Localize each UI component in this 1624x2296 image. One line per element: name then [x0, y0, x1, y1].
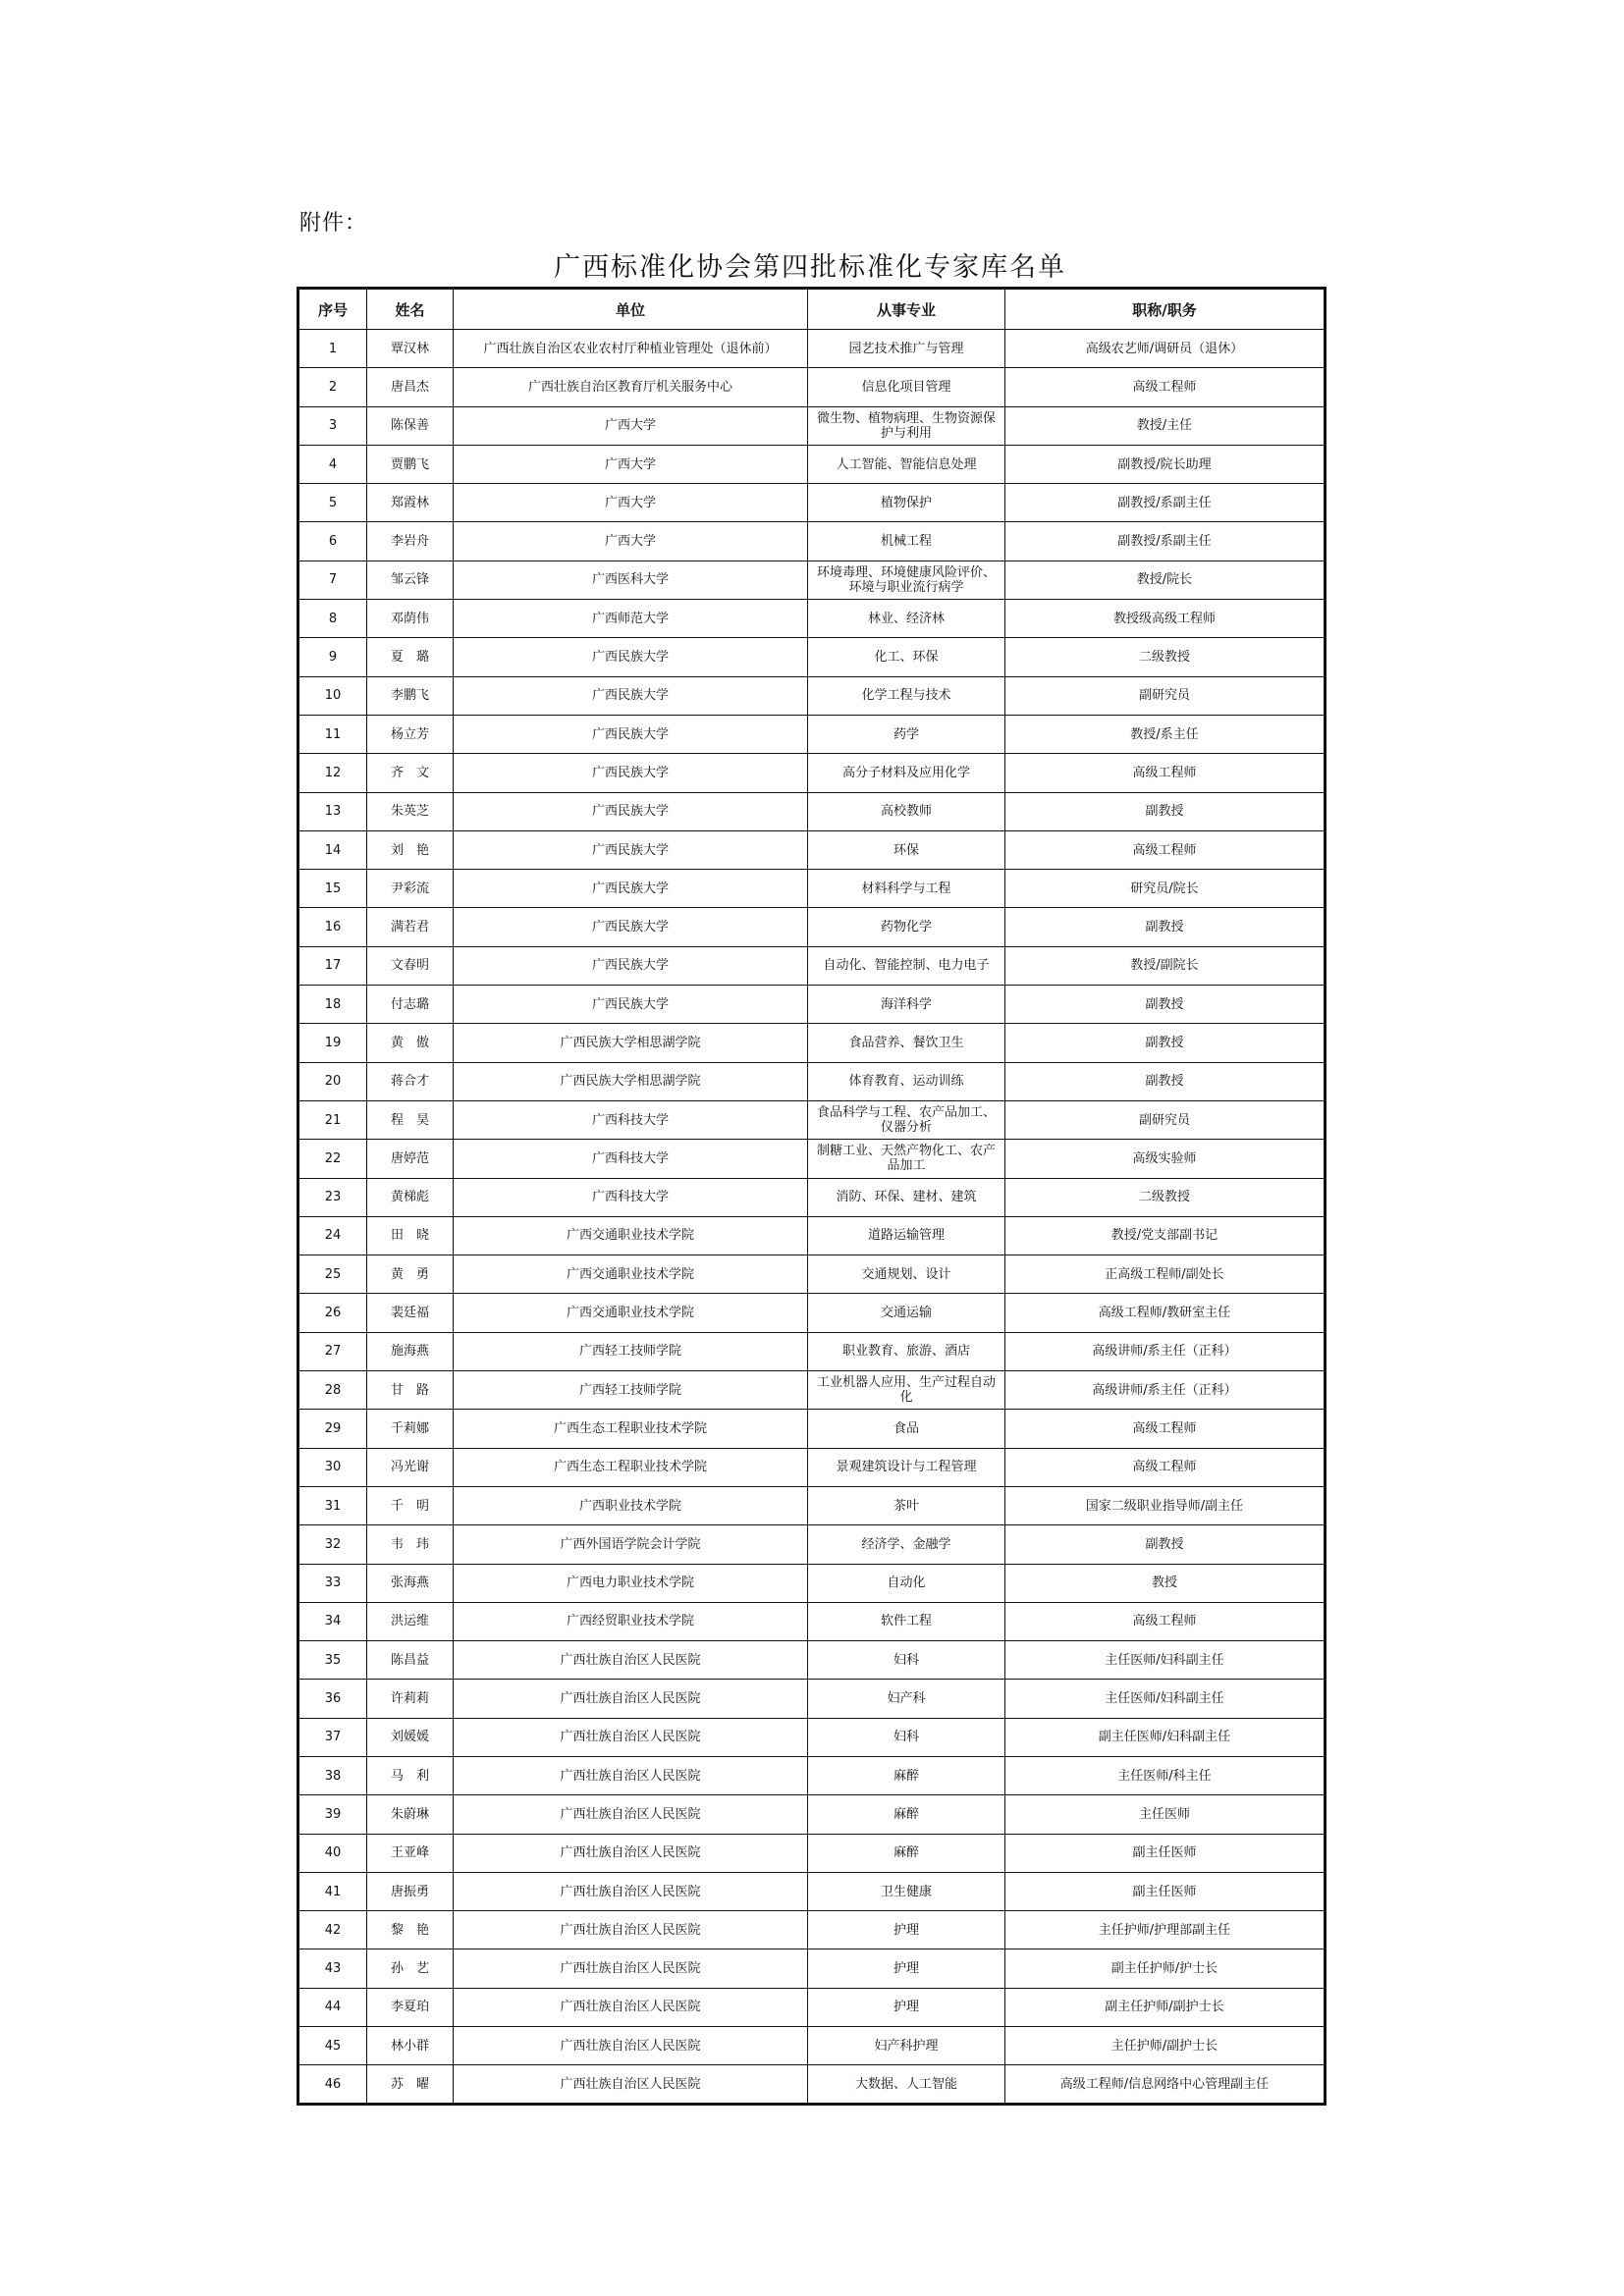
cell-index: 31 — [298, 1486, 367, 1524]
header-name: 姓名 — [367, 289, 454, 330]
document-title: 广西标准化协会第四批标准化专家库名单 — [554, 252, 1066, 283]
cell-index: 30 — [298, 1448, 367, 1486]
cell-specialty: 制糖工业、天然产物化工、农产品加工 — [808, 1140, 1005, 1178]
cell-index: 35 — [298, 1641, 367, 1680]
table-row — [298, 2065, 1326, 2105]
cell-specialty: 食品 — [808, 1410, 1005, 1448]
cell-index: 16 — [298, 908, 367, 946]
cell-organization: 广西科技大学 — [454, 1140, 808, 1178]
table-row — [298, 1371, 1326, 1410]
table-row — [298, 1100, 1326, 1139]
cell-title-position: 副教授 — [1005, 1525, 1326, 1564]
cell-title-position: 副教授 — [1005, 792, 1326, 830]
table-header-row — [298, 289, 1326, 330]
cell-index: 14 — [298, 830, 367, 869]
cell-index: 36 — [298, 1680, 367, 1718]
cell-specialty: 药物化学 — [808, 908, 1005, 946]
cell-organization: 广西壮族自治区人民医院 — [454, 1949, 808, 1988]
cell-title-position: 教授/党支部副书记 — [1005, 1216, 1326, 1255]
cell-organization: 广西壮族自治区教育厅机关服务中心 — [454, 368, 808, 406]
cell-organization: 广西大学 — [454, 484, 808, 522]
table-row — [298, 1988, 1326, 2026]
cell-specialty: 软件工程 — [808, 1602, 1005, 1640]
attachment-label: 附件： — [299, 211, 368, 236]
cell-index: 24 — [298, 1216, 367, 1255]
cell-title-position: 高级实验师 — [1005, 1140, 1326, 1178]
cell-specialty: 信息化项目管理 — [808, 368, 1005, 406]
table-row — [298, 561, 1326, 599]
cell-name: 刘 艳 — [367, 830, 454, 869]
cell-title-position: 主任医师/科主任 — [1005, 1756, 1326, 1794]
cell-title-position: 二级教授 — [1005, 638, 1326, 676]
cell-index: 37 — [298, 1718, 367, 1756]
cell-specialty: 人工智能、智能信息处理 — [808, 445, 1005, 483]
cell-specialty: 道路运输管理 — [808, 1216, 1005, 1255]
cell-name: 李鹏飞 — [367, 676, 454, 715]
cell-organization: 广西壮族自治区人民医院 — [454, 1795, 808, 1834]
cell-index: 11 — [298, 715, 367, 753]
cell-title-position: 副主任医师 — [1005, 1872, 1326, 1910]
table-row — [298, 1564, 1326, 1602]
cell-name: 张海燕 — [367, 1564, 454, 1602]
cell-index: 42 — [298, 1911, 367, 1949]
cell-specialty: 海洋科学 — [808, 986, 1005, 1024]
cell-name: 覃汉林 — [367, 330, 454, 368]
cell-organization: 广西轻工技师学院 — [454, 1332, 808, 1370]
table-row — [298, 676, 1326, 715]
cell-title-position: 高级工程师/教研室主任 — [1005, 1294, 1326, 1332]
cell-name: 朱英芝 — [367, 792, 454, 830]
cell-specialty: 食品营养、餐饮卫生 — [808, 1024, 1005, 1062]
cell-title-position: 副教授 — [1005, 1024, 1326, 1062]
table-row — [298, 368, 1326, 406]
cell-index: 4 — [298, 445, 367, 483]
cell-index: 23 — [298, 1178, 367, 1216]
cell-name: 施海燕 — [367, 1332, 454, 1370]
table-row — [298, 330, 1326, 368]
cell-title-position: 高级讲师/系主任（正科） — [1005, 1371, 1326, 1410]
cell-organization: 广西壮族自治区人民医院 — [454, 1680, 808, 1718]
cell-index: 39 — [298, 1795, 367, 1834]
table-row — [298, 946, 1326, 985]
table-row — [298, 986, 1326, 1024]
header-index: 序号 — [298, 289, 367, 330]
table-row — [298, 638, 1326, 676]
cell-index: 17 — [298, 946, 367, 985]
cell-organization: 广西科技大学 — [454, 1100, 808, 1139]
table-row — [298, 1062, 1326, 1100]
cell-specialty: 护理 — [808, 1911, 1005, 1949]
cell-name: 尹彩流 — [367, 870, 454, 908]
cell-specialty: 交通运输 — [808, 1294, 1005, 1332]
table-row — [298, 1486, 1326, 1524]
cell-name: 马 利 — [367, 1756, 454, 1794]
table-row — [298, 445, 1326, 483]
table-row — [298, 1949, 1326, 1988]
cell-index: 22 — [298, 1140, 367, 1178]
cell-specialty: 消防、环保、建材、建筑 — [808, 1178, 1005, 1216]
cell-title-position: 高级农艺师/调研员（退休） — [1005, 330, 1326, 368]
cell-index: 15 — [298, 870, 367, 908]
cell-index: 32 — [298, 1525, 367, 1564]
cell-specialty: 自动化、智能控制、电力电子 — [808, 946, 1005, 985]
cell-index: 21 — [298, 1100, 367, 1139]
cell-index: 27 — [298, 1332, 367, 1370]
header-specialty: 从事专业 — [808, 289, 1005, 330]
cell-name: 王亚峰 — [367, 1834, 454, 1872]
cell-specialty: 园艺技术推广与管理 — [808, 330, 1005, 368]
cell-title-position: 副教授 — [1005, 908, 1326, 946]
table-body — [298, 330, 1326, 2105]
cell-name: 满若君 — [367, 908, 454, 946]
cell-specialty: 体育教育、运动训练 — [808, 1062, 1005, 1100]
cell-title-position: 高级工程师 — [1005, 754, 1326, 792]
cell-name: 齐 文 — [367, 754, 454, 792]
expert-list-table — [297, 287, 1326, 2106]
cell-name: 洪运维 — [367, 1602, 454, 1640]
cell-title-position: 主任医师/妇科副主任 — [1005, 1641, 1326, 1680]
table-row — [298, 1024, 1326, 1062]
table-row — [298, 600, 1326, 638]
cell-name: 刘媛媛 — [367, 1718, 454, 1756]
cell-index: 28 — [298, 1371, 367, 1410]
cell-specialty: 交通规划、设计 — [808, 1255, 1005, 1294]
cell-index: 20 — [298, 1062, 367, 1100]
cell-index: 1 — [298, 330, 367, 368]
cell-specialty: 植物保护 — [808, 484, 1005, 522]
cell-title-position: 教授级高级工程师 — [1005, 600, 1326, 638]
cell-specialty: 经济学、金融学 — [808, 1525, 1005, 1564]
cell-title-position: 国家二级职业指导师/副主任 — [1005, 1486, 1326, 1524]
cell-specialty: 麻醉 — [808, 1756, 1005, 1794]
cell-specialty: 环境毒理、环境健康风险评价、环境与职业流行病学 — [808, 561, 1005, 599]
cell-title-position: 副教授 — [1005, 1062, 1326, 1100]
cell-name: 韦 玮 — [367, 1525, 454, 1564]
cell-specialty: 麻醉 — [808, 1834, 1005, 1872]
cell-name: 蒋合才 — [367, 1062, 454, 1100]
cell-organization: 广西经贸职业技术学院 — [454, 1602, 808, 1640]
table-row — [298, 406, 1326, 445]
cell-name: 田 晓 — [367, 1216, 454, 1255]
cell-name: 程 昊 — [367, 1100, 454, 1139]
table-row — [298, 522, 1326, 561]
cell-organization: 广西壮族自治区人民医院 — [454, 1718, 808, 1756]
cell-organization: 广西大学 — [454, 445, 808, 483]
cell-title-position: 二级教授 — [1005, 1178, 1326, 1216]
table-row — [298, 1332, 1326, 1370]
table-row — [298, 1410, 1326, 1448]
cell-specialty: 化学工程与技术 — [808, 676, 1005, 715]
table-row — [298, 484, 1326, 522]
cell-index: 2 — [298, 368, 367, 406]
header-organization: 单位 — [454, 289, 808, 330]
table-row — [298, 1525, 1326, 1564]
cell-organization: 广西壮族自治区人民医院 — [454, 1641, 808, 1680]
table-row — [298, 830, 1326, 869]
cell-name: 陈昌益 — [367, 1641, 454, 1680]
table-row — [298, 1178, 1326, 1216]
cell-title-position: 教授/系主任 — [1005, 715, 1326, 753]
cell-name: 唐昌杰 — [367, 368, 454, 406]
cell-title-position: 副教授 — [1005, 986, 1326, 1024]
cell-name: 许莉莉 — [367, 1680, 454, 1718]
cell-name: 杨立芳 — [367, 715, 454, 753]
cell-organization: 广西民族大学 — [454, 870, 808, 908]
cell-index: 44 — [298, 1988, 367, 2026]
cell-specialty: 环保 — [808, 830, 1005, 869]
cell-title-position: 副教授/系副主任 — [1005, 484, 1326, 522]
cell-specialty: 景观建筑设计与工程管理 — [808, 1448, 1005, 1486]
cell-organization: 广西生态工程职业技术学院 — [454, 1410, 808, 1448]
cell-title-position: 教授 — [1005, 1564, 1326, 1602]
cell-specialty: 职业教育、旅游、酒店 — [808, 1332, 1005, 1370]
cell-title-position: 主任医师 — [1005, 1795, 1326, 1834]
cell-name: 苏 曜 — [367, 2065, 454, 2105]
cell-organization: 广西民族大学 — [454, 638, 808, 676]
cell-title-position: 副主任护师/护士长 — [1005, 1949, 1326, 1988]
table-row — [298, 1641, 1326, 1680]
cell-specialty: 护理 — [808, 1949, 1005, 1988]
cell-name: 冯光谢 — [367, 1448, 454, 1486]
cell-title-position: 副研究员 — [1005, 676, 1326, 715]
cell-name: 林小群 — [367, 2027, 454, 2065]
cell-index: 26 — [298, 1294, 367, 1332]
cell-index: 7 — [298, 561, 367, 599]
cell-organization: 广西交通职业技术学院 — [454, 1294, 808, 1332]
cell-title-position: 副研究员 — [1005, 1100, 1326, 1139]
cell-index: 29 — [298, 1410, 367, 1448]
cell-index: 12 — [298, 754, 367, 792]
cell-index: 19 — [298, 1024, 367, 1062]
cell-index: 8 — [298, 600, 367, 638]
cell-index: 25 — [298, 1255, 367, 1294]
cell-specialty: 微生物、植物病理、生物资源保护与利用 — [808, 406, 1005, 445]
cell-specialty: 茶叶 — [808, 1486, 1005, 1524]
cell-specialty: 卫生健康 — [808, 1872, 1005, 1910]
table-row — [298, 1255, 1326, 1294]
cell-index: 38 — [298, 1756, 367, 1794]
cell-organization: 广西壮族自治区农业农村厅种植业管理处（退休前） — [454, 330, 808, 368]
cell-index: 45 — [298, 2027, 367, 2065]
cell-specialty: 大数据、人工智能 — [808, 2065, 1005, 2105]
cell-specialty: 妇科 — [808, 1641, 1005, 1680]
cell-organization: 广西民族大学相思湖学院 — [454, 1024, 808, 1062]
cell-index: 40 — [298, 1834, 367, 1872]
cell-specialty: 妇科 — [808, 1718, 1005, 1756]
header-title-position: 职称/职务 — [1005, 289, 1326, 330]
table-row — [298, 1756, 1326, 1794]
cell-organization: 广西大学 — [454, 522, 808, 561]
cell-organization: 广西壮族自治区人民医院 — [454, 2027, 808, 2065]
cell-name: 千莉娜 — [367, 1410, 454, 1448]
cell-specialty: 妇产科 — [808, 1680, 1005, 1718]
cell-title-position: 主任医师/妇科副主任 — [1005, 1680, 1326, 1718]
cell-organization: 广西壮族自治区人民医院 — [454, 1834, 808, 1872]
table-row — [298, 1872, 1326, 1910]
cell-organization: 广西壮族自治区人民医院 — [454, 2065, 808, 2105]
cell-organization: 广西民族大学相思湖学院 — [454, 1062, 808, 1100]
table-row — [298, 2027, 1326, 2065]
cell-organization: 广西民族大学 — [454, 754, 808, 792]
cell-name: 朱蔚琳 — [367, 1795, 454, 1834]
cell-organization: 广西轻工技师学院 — [454, 1371, 808, 1410]
table-row — [298, 1448, 1326, 1486]
cell-title-position: 教授/主任 — [1005, 406, 1326, 445]
cell-organization: 广西民族大学 — [454, 986, 808, 1024]
cell-specialty: 食品科学与工程、农产品加工、仪器分析 — [808, 1100, 1005, 1139]
table-row — [298, 715, 1326, 753]
table-row — [298, 1294, 1326, 1332]
cell-title-position: 副教授/院长助理 — [1005, 445, 1326, 483]
cell-specialty: 材料科学与工程 — [808, 870, 1005, 908]
cell-specialty: 高校教师 — [808, 792, 1005, 830]
table-row — [298, 754, 1326, 792]
cell-name: 邓荫伟 — [367, 600, 454, 638]
table-row — [298, 1602, 1326, 1640]
cell-name: 郑霞林 — [367, 484, 454, 522]
table-row — [298, 1834, 1326, 1872]
cell-name: 邹云锋 — [367, 561, 454, 599]
table-row — [298, 1718, 1326, 1756]
cell-organization: 广西科技大学 — [454, 1178, 808, 1216]
cell-title-position: 副主任护师/副护士长 — [1005, 1988, 1326, 2026]
cell-organization: 广西大学 — [454, 406, 808, 445]
cell-organization: 广西民族大学 — [454, 715, 808, 753]
table-row — [298, 908, 1326, 946]
cell-title-position: 高级工程师 — [1005, 1410, 1326, 1448]
cell-organization: 广西壮族自治区人民医院 — [454, 1872, 808, 1910]
cell-index: 9 — [298, 638, 367, 676]
cell-organization: 广西壮族自治区人民医院 — [454, 1756, 808, 1794]
table-row — [298, 792, 1326, 830]
cell-name: 李夏珀 — [367, 1988, 454, 2026]
cell-name: 千 明 — [367, 1486, 454, 1524]
cell-name: 唐振勇 — [367, 1872, 454, 1910]
cell-specialty: 自动化 — [808, 1564, 1005, 1602]
cell-index: 5 — [298, 484, 367, 522]
cell-specialty: 麻醉 — [808, 1795, 1005, 1834]
cell-title-position: 教授/副院长 — [1005, 946, 1326, 985]
cell-index: 34 — [298, 1602, 367, 1640]
cell-name: 夏 璐 — [367, 638, 454, 676]
cell-specialty: 妇产科护理 — [808, 2027, 1005, 2065]
table-row — [298, 1911, 1326, 1949]
cell-name: 孙 艺 — [367, 1949, 454, 1988]
cell-title-position: 副主任医师 — [1005, 1834, 1326, 1872]
cell-name: 黄梯彪 — [367, 1178, 454, 1216]
cell-organization: 广西壮族自治区人民医院 — [454, 1911, 808, 1949]
cell-name: 陈保善 — [367, 406, 454, 445]
cell-title-position: 高级工程师 — [1005, 368, 1326, 406]
cell-specialty: 高分子材料及应用化学 — [808, 754, 1005, 792]
cell-name: 甘 路 — [367, 1371, 454, 1410]
cell-specialty: 护理 — [808, 1988, 1005, 2026]
cell-organization: 广西职业技术学院 — [454, 1486, 808, 1524]
table-row — [298, 1680, 1326, 1718]
table-row — [298, 1140, 1326, 1178]
cell-name: 裴廷福 — [367, 1294, 454, 1332]
cell-name: 黎 艳 — [367, 1911, 454, 1949]
cell-index: 43 — [298, 1949, 367, 1988]
cell-title-position: 高级讲师/系主任（正科） — [1005, 1332, 1326, 1370]
cell-organization: 广西民族大学 — [454, 946, 808, 985]
cell-index: 46 — [298, 2065, 367, 2105]
table-row — [298, 1795, 1326, 1834]
cell-specialty: 药学 — [808, 715, 1005, 753]
cell-name: 唐婷范 — [367, 1140, 454, 1178]
cell-title-position: 副教授/系副主任 — [1005, 522, 1326, 561]
cell-organization: 广西民族大学 — [454, 830, 808, 869]
cell-organization: 广西生态工程职业技术学院 — [454, 1448, 808, 1486]
cell-organization: 广西壮族自治区人民医院 — [454, 1988, 808, 2026]
cell-organization: 广西电力职业技术学院 — [454, 1564, 808, 1602]
cell-organization: 广西交通职业技术学院 — [454, 1216, 808, 1255]
cell-index: 6 — [298, 522, 367, 561]
cell-title-position: 教授/院长 — [1005, 561, 1326, 599]
cell-index: 41 — [298, 1872, 367, 1910]
cell-title-position: 主任护师/副护士长 — [1005, 2027, 1326, 2065]
cell-specialty: 化工、环保 — [808, 638, 1005, 676]
cell-title-position: 高级工程师 — [1005, 1448, 1326, 1486]
cell-title-position: 高级工程师/信息网络中心管理副主任 — [1005, 2065, 1326, 2105]
cell-title-position: 正高级工程师/副处长 — [1005, 1255, 1326, 1294]
cell-index: 3 — [298, 406, 367, 445]
cell-specialty: 工业机器人应用、生产过程自动化 — [808, 1371, 1005, 1410]
cell-specialty: 机械工程 — [808, 522, 1005, 561]
cell-name: 贾鹏飞 — [367, 445, 454, 483]
cell-title-position: 研究员/院长 — [1005, 870, 1326, 908]
cell-title-position: 主任护师/护理部副主任 — [1005, 1911, 1326, 1949]
cell-name: 黄 傲 — [367, 1024, 454, 1062]
table-row — [298, 1216, 1326, 1255]
table-row — [298, 870, 1326, 908]
cell-name: 李岩舟 — [367, 522, 454, 561]
cell-name: 文春明 — [367, 946, 454, 985]
cell-specialty: 林业、经济林 — [808, 600, 1005, 638]
cell-organization: 广西师范大学 — [454, 600, 808, 638]
cell-organization: 广西民族大学 — [454, 676, 808, 715]
cell-index: 18 — [298, 986, 367, 1024]
cell-title-position: 副主任医师/妇科副主任 — [1005, 1718, 1326, 1756]
cell-organization: 广西民族大学 — [454, 792, 808, 830]
cell-index: 13 — [298, 792, 367, 830]
cell-index: 33 — [298, 1564, 367, 1602]
cell-title-position: 高级工程师 — [1005, 830, 1326, 869]
cell-index: 10 — [298, 676, 367, 715]
cell-title-position: 高级工程师 — [1005, 1602, 1326, 1640]
cell-name: 黄 勇 — [367, 1255, 454, 1294]
cell-organization: 广西外国语学院会计学院 — [454, 1525, 808, 1564]
cell-organization: 广西医科大学 — [454, 561, 808, 599]
cell-organization: 广西民族大学 — [454, 908, 808, 946]
cell-name: 付志璐 — [367, 986, 454, 1024]
cell-organization: 广西交通职业技术学院 — [454, 1255, 808, 1294]
